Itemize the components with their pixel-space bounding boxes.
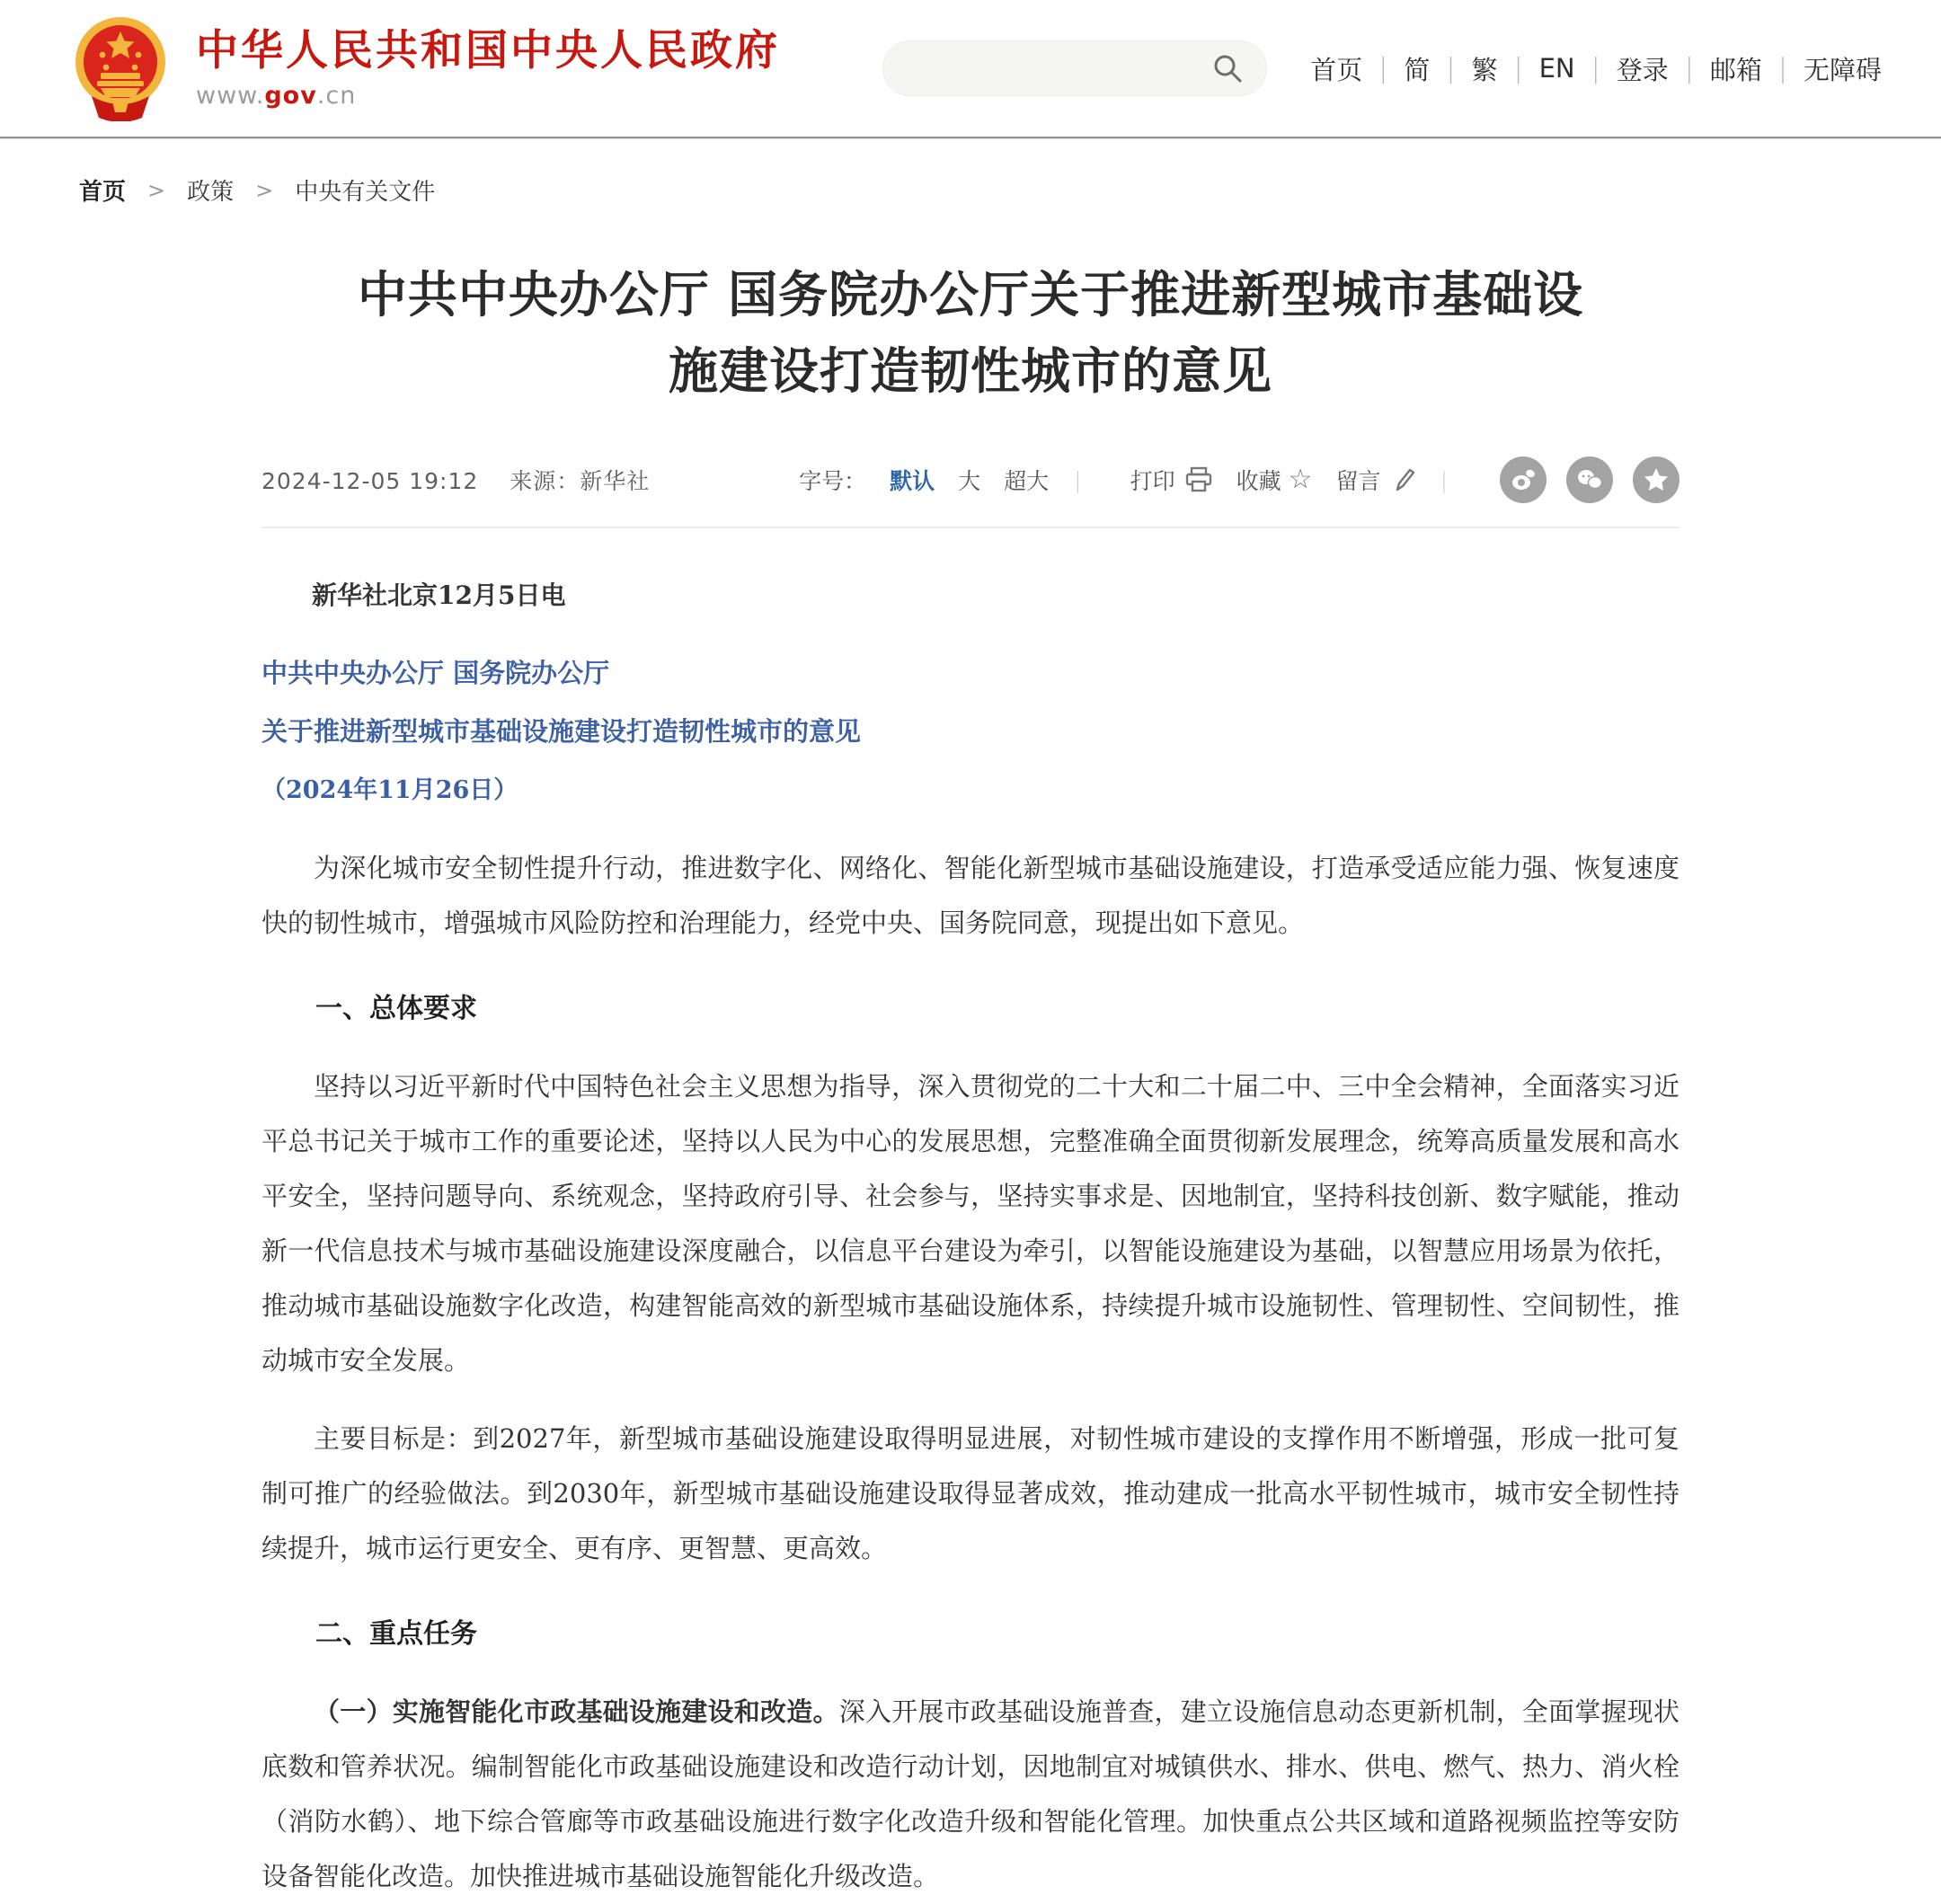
site-logo[interactable]: [70, 15, 780, 121]
breadcrumb-home[interactable]: 首页: [79, 179, 127, 206]
article-meta-row: [261, 456, 1680, 528]
fontsize-xlarge-button[interactable]: 超大: [1004, 468, 1050, 494]
qzone-icon[interactable]: [1633, 456, 1680, 503]
print-button[interactable]: 打印: [1130, 464, 1213, 496]
article-body: [261, 568, 1680, 1904]
top-navigation: 首页 | 简 | 繁 | EN | 登录 | 邮箱 | 无障碍: [1307, 50, 1885, 87]
search-icon: [1212, 53, 1243, 84]
doc-header-line2: 关于推进新型城市基础设施建设打造韧性城市的意见: [261, 716, 862, 747]
site-title[interactable]: 中华人民共和国中央人民政府: [196, 26, 780, 76]
breadcrumb-current: 中央有关文件: [295, 179, 436, 206]
fontsize-large-button[interactable]: 大: [958, 468, 981, 494]
breadcrumb-separator: >: [147, 177, 166, 203]
wechat-icon[interactable]: [1566, 456, 1613, 503]
nav-traditional[interactable]: 繁: [1471, 54, 1498, 85]
task1-lead: （一）实施智能化市政基础设施建设和改造。: [314, 1696, 839, 1727]
search-input[interactable]: [910, 55, 1212, 83]
nav-home[interactable]: 首页: [1310, 54, 1363, 85]
nav-accessibility[interactable]: 无障碍: [1803, 54, 1882, 85]
national-emblem-icon: [70, 15, 171, 121]
search-button[interactable]: [1212, 53, 1243, 84]
search-box[interactable]: [882, 40, 1267, 96]
nav-mail[interactable]: 邮箱: [1709, 54, 1762, 85]
breadcrumb: [79, 173, 1941, 207]
section-heading-1: 一、总体要求: [315, 993, 477, 1024]
toolbar-separator: |: [1440, 466, 1448, 493]
favorite-button[interactable]: 收藏 ☆: [1236, 464, 1313, 495]
nav-login[interactable]: 登录: [1616, 54, 1669, 85]
share-buttons: [1500, 456, 1680, 503]
doc-header-line1: 中共中央办公厅 国务院办公厅: [261, 658, 610, 688]
task1-rest: 深入开展市政基础设施普查，建立设施信息动态更新机制，全面掌握现状底数和管养状况。编制智能化市政基础设施建设和改造行动计划，因地制宜对城镇供水、排水、供电、燃气、热力、消火栓（消防水鹤）、地下综合管廊等市政基础设施进行数字化改造升级和智能化管理。加快重点公共区域和道路视频监控等安防设备智能化改造。加快推进城市基础设施智能化升级改造。: [261, 1696, 1680, 1891]
source-label: 来源：: [510, 468, 581, 494]
nav-simplified[interactable]: 简: [1404, 54, 1431, 85]
comment-button[interactable]: 留言: [1336, 464, 1415, 496]
nav-english[interactable]: EN: [1538, 53, 1575, 84]
breadcrumb-policy[interactable]: 政策: [187, 179, 235, 206]
paragraph-guiding: 坚持以习近平新时代中国特色社会主义思想为指导，深入贯彻党的二十大和二十届二中、三中全会精神，全面落实习近平总书记关于城市工作的重要论述，坚持以人民为中心的发展思想，完整准确全面贯彻新发展理念，统筹高质量发展和高水平安全，坚持问题导向、系统观念，坚持政府引导、社会参与，坚持实事求是、因地制宜，坚持科技创新、数字赋能，推动新一代信息技术与城市基础设施建设深度融合，以信息平台建设为牵引，以智能设施建设为基础，以智慧应用场景为依托，推动城市基础设施数字化改造，构建智能高效的新型城市基础设施体系，持续提升城市设施韧性、管理韧性、空间韧性，推动城市安全发展。: [261, 1071, 1680, 1376]
star-icon: ☆: [1288, 464, 1313, 495]
breadcrumb-separator: >: [255, 177, 274, 203]
printer-icon: [1184, 466, 1213, 493]
pencil-icon: [1390, 466, 1415, 493]
fontsize-label: 字号：: [799, 468, 867, 494]
article-meta: [261, 464, 650, 496]
paragraph-goals: 主要目标是：到2027年，新型城市基础设施建设取得明显进展，对韧性城市建设的支撑作用不断增强，形成一批可复制可推广的经验做法。到2030年，新型城市基础设施建设取得显著成效，推动建成一批高水平韧性城市，城市安全韧性持续提升，城市运行更安全、更有序、更智慧、更高效。: [261, 1423, 1680, 1563]
section-heading-2: 二、重点任务: [315, 1618, 477, 1650]
toolbar-separator: |: [1074, 466, 1082, 493]
article-container: [261, 257, 1680, 1904]
paragraph-intro: 为深化城市安全韧性提升行动，推进数字化、网络化、智能化新型城市基础设施建设，打造承受适应能力强、恢复速度快的韧性城市，增强城市风险防控和治理能力，经党中央、国务院同意，现提出如下意见。: [261, 853, 1680, 938]
site-url: www.gov.cn: [196, 81, 357, 110]
header-divider: [0, 137, 1941, 139]
article-title: 中共中央办公厅 国务院办公厅关于推进新型城市基础设施建设打造韧性城市的意见: [357, 266, 1584, 400]
article-toolbar: [799, 456, 1680, 503]
paragraph-task1: [261, 1685, 1680, 1904]
weibo-icon[interactable]: [1500, 456, 1547, 503]
dateline: 新华社北京12月5日电: [312, 580, 566, 610]
source-name[interactable]: 新华社: [580, 468, 651, 494]
doc-header-date: （2024年11月26日）: [261, 776, 518, 804]
fontsize-default-button[interactable]: 默认: [890, 468, 935, 494]
site-header: [0, 0, 1941, 137]
publish-datetime: 2024-12-05 19:12: [261, 468, 479, 494]
